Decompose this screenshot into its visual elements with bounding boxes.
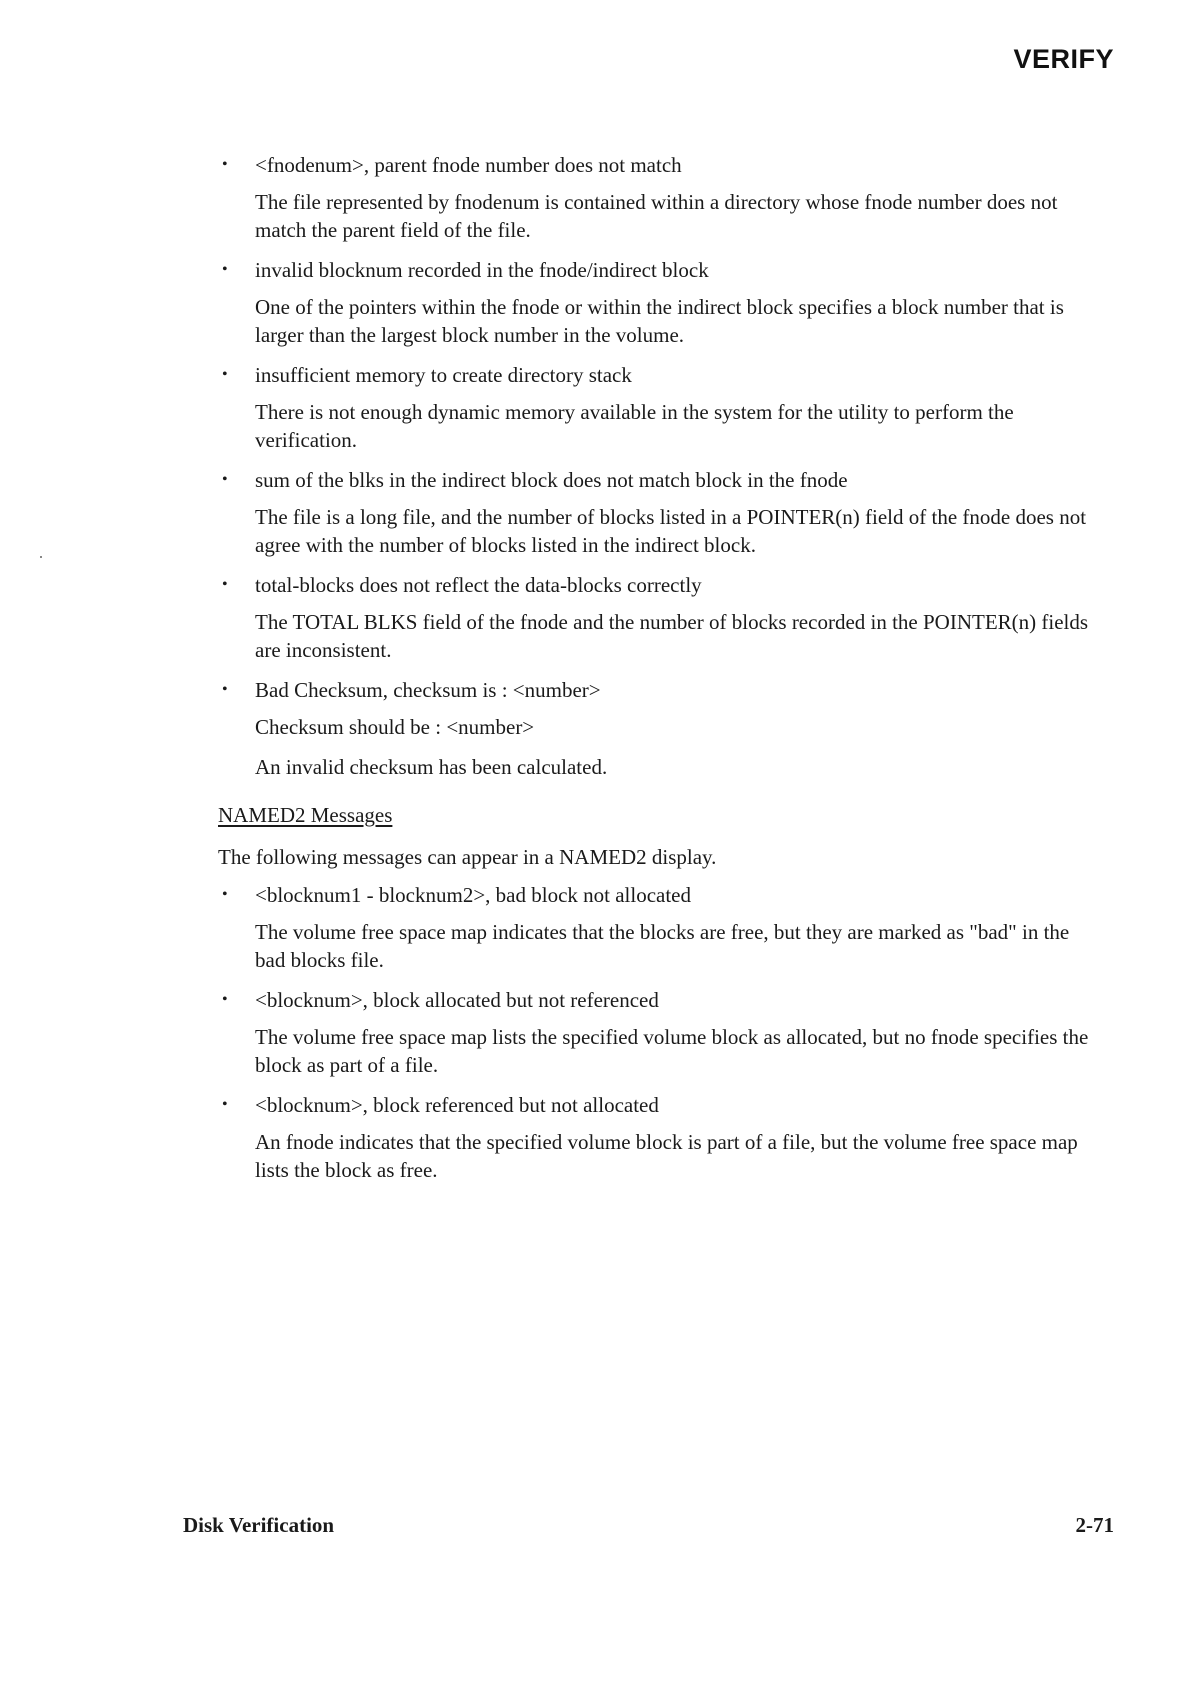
bullet-icon: • — [222, 156, 228, 173]
bullet-icon: • — [222, 681, 228, 698]
message-item — [218, 881, 1098, 974]
bullet-icon: • — [222, 991, 228, 1008]
message-description: The volume free space map lists the specified volume block as allocated, but no fnode specifies the block as part of a file. — [255, 1025, 1089, 1077]
message-title: sum of the blks in the indirect block does not match block in the fnode — [255, 468, 848, 492]
message-item — [218, 361, 1098, 454]
page-content — [218, 151, 1098, 1196]
page-number: 2-71 — [1075, 1513, 1114, 1537]
bullet-icon: • — [222, 261, 228, 278]
message-title: <blocknum>, block allocated but not referenced — [255, 988, 659, 1012]
message-item — [218, 1091, 1098, 1184]
section-intro: The following messages can appear in a NAMED2 display. — [218, 845, 717, 869]
bullet-icon: • — [222, 576, 228, 593]
message-description: The file represented by fnodenum is contained within a directory whose fnode number does not match the parent field of the file. — [255, 190, 1058, 242]
message-item — [218, 256, 1098, 349]
message-description: Checksum should be : <number> — [255, 715, 535, 739]
message-title: invalid blocknum recorded in the fnode/indirect block — [255, 258, 709, 282]
message-description: An fnode indicates that the specified volume block is part of a file, but the volume free space map lists the block as free. — [255, 1130, 1078, 1182]
footer-section-title: Disk Verification — [183, 1513, 335, 1537]
message-description: The volume free space map indicates that the blocks are free, but they are marked as "bad" in the bad blocks file. — [255, 920, 1070, 972]
scan-mark — [40, 556, 42, 558]
message-item — [218, 986, 1098, 1079]
message-description: An invalid checksum has been calculated. — [255, 755, 608, 779]
bullet-icon: • — [222, 471, 228, 488]
message-item — [218, 151, 1098, 244]
message-title: <fnodenum>, parent fnode number does not match — [255, 153, 682, 177]
message-title: Bad Checksum, checksum is : <number> — [255, 678, 601, 702]
bullet-icon: • — [222, 886, 228, 903]
page-header-title: VERIFY — [1013, 44, 1114, 74]
message-description: The TOTAL BLKS field of the fnode and the number of blocks recorded in the POINTER(n) fields are inconsistent. — [255, 610, 1089, 662]
message-title: <blocknum>, block referenced but not allocated — [255, 1093, 659, 1117]
section-heading: NAMED2 Messages — [218, 803, 393, 827]
message-title: insufficient memory to create directory stack — [255, 363, 632, 387]
message-description: One of the pointers within the fnode or within the indirect block specifies a block number that is larger than the largest block number in the volume. — [255, 295, 1064, 347]
message-description: There is not enough dynamic memory available in the system for the utility to perform the verification. — [255, 400, 1014, 452]
message-item — [218, 676, 1098, 781]
message-item — [218, 466, 1098, 559]
bullet-icon: • — [222, 1096, 228, 1113]
message-title: <blocknum1 - blocknum2>, bad block not allocated — [255, 883, 692, 907]
message-description: The file is a long file, and the number of blocks listed in a POINTER(n) field of the fnode does not agree with the number of blocks listed in the indirect block. — [255, 505, 1087, 557]
bullet-icon: • — [222, 366, 228, 383]
message-item — [218, 571, 1098, 664]
message-title: total-blocks does not reflect the data-blocks correctly — [255, 573, 702, 597]
